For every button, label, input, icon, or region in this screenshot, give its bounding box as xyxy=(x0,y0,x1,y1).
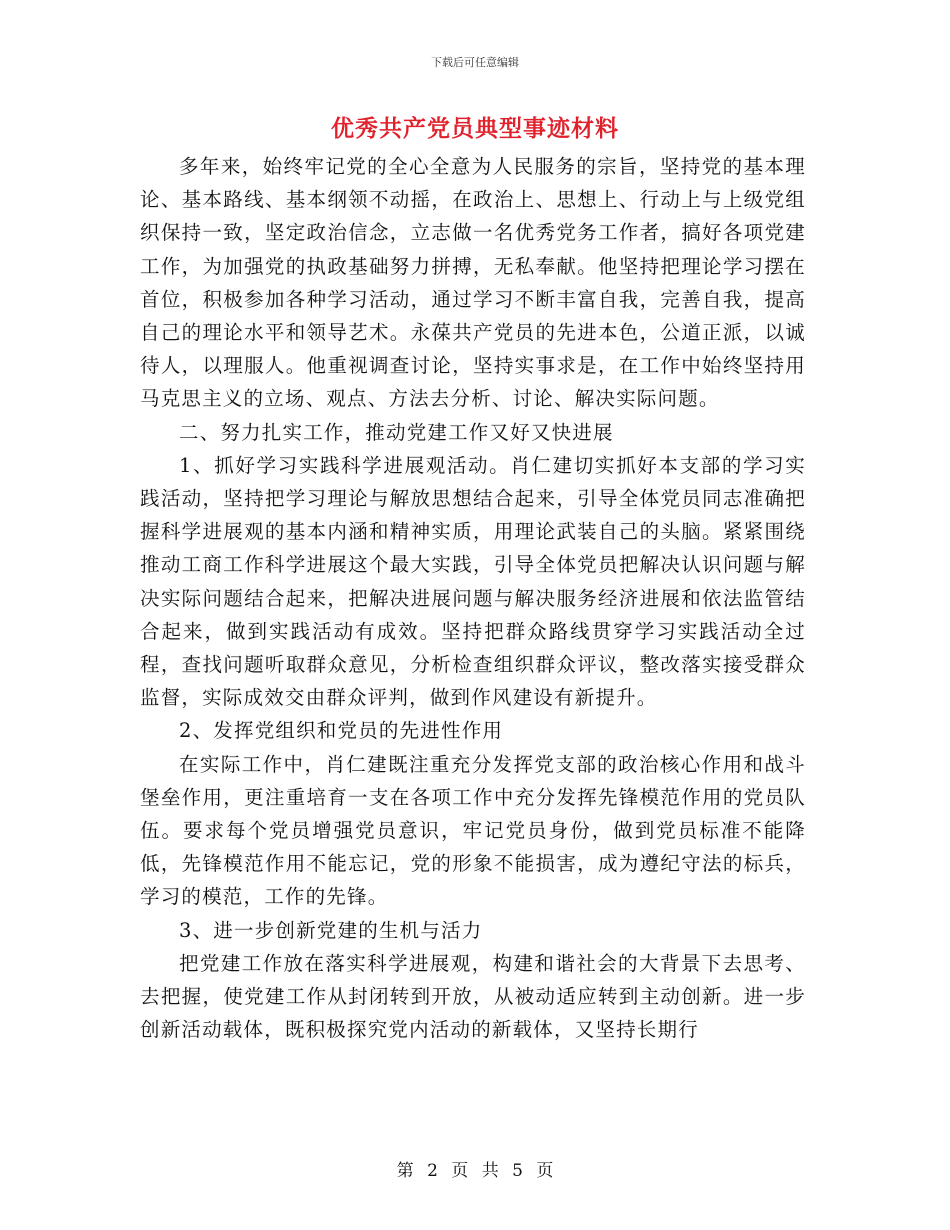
header-note: 下载后可任意编辑 xyxy=(431,56,519,69)
paragraph-intro: 多年来，始终牢记党的全心全意为人民服务的宗旨，坚持党的基本理论、基本路线、基本纲领不动摇，在政治上、思想上、行动上与上级党组织保持一致，坚定政治信念，立志做一名优秀党务工作者，搞好各项党建工作，为加强党的执政基础努力拼搏，无私奉献。他坚持把理论学习摆在首位，积极参加各种学习活动，通过学习不断丰富自我，完善自我，提高自己的理论水平和领导艺术。永葆共产党员的先进本色，公道正派，以诚待人，以理服人。他重视调查讨论，坚持实事求是，在工作中始终坚持用马克思主义的立场、观点、方法去分析、讨论、解决实际问题。 xyxy=(140,155,806,411)
subheading-item-2: 2、发挥党组织和党员的先进性作用 xyxy=(179,719,504,743)
page-footer xyxy=(0,1156,950,1181)
footer-prefix: 第 xyxy=(396,1161,414,1181)
paragraph-item-1: 1、抓好学习实践科学进展观活动。肖仁建切实抓好本支部的学习实践活动，坚持把学习理论与解放思想结合起来，引导全体党员同志准确把握科学进展观的基本内涵和精神实质，用理论武装自己的头脑。紧紧围绕推动工商工作科学进展这个最大实践，引导全体党员把解决认识问题与解决实际问题结合起来，把解决进展问题与解决服务经济进展和依法监管结合起来，做到实践活动有成效。坚持把群众路线贯穿学习实践活动全过程，查找问题听取群众意见，分析检查组织群众评议，整改落实接受群众监督，实际成效交由群众评判，做到作风建设有新提升。 xyxy=(140,453,806,710)
paragraph-item-3: 把党建工作放在落实科学进展观，构建和谐社会的大背景下去思考、去把握，使党建工作从封闭转到开放，从被动适应转到主动创新。进一步创新活动载体，既积极探究党内活动的新载体，又坚持长期行 xyxy=(140,951,806,1042)
footer-page-word: 页 xyxy=(451,1161,469,1181)
document-title: 优秀共产党员典型事迹材料 xyxy=(331,115,619,142)
footer-suffix: 页 xyxy=(536,1161,554,1181)
section-heading-2: 二、努力扎实工作，推动党建工作又好又快进展 xyxy=(179,420,614,444)
footer-current-page: 2 xyxy=(427,1161,438,1181)
document-body xyxy=(140,150,806,1046)
paragraph-item-2: 在实际工作中，肖仁建既注重充分发挥党支部的政治核心作用和战斗堡垒作用，更注重培育一支在各项工作中充分发挥先锋模范作用的党员队伍。要求每个党员增强党员意识，牢记党员身份，做到党员标准不能降低，先锋模范作用不能忘记，党的形象不能损害，成为遵纪守法的标兵，学习的模范，工作的先锋。 xyxy=(140,752,806,909)
subheading-item-3: 3、进一步创新党建的生机与活力 xyxy=(179,918,483,942)
footer-total-word: 共 xyxy=(481,1161,499,1181)
footer-total-pages: 5 xyxy=(512,1161,523,1181)
